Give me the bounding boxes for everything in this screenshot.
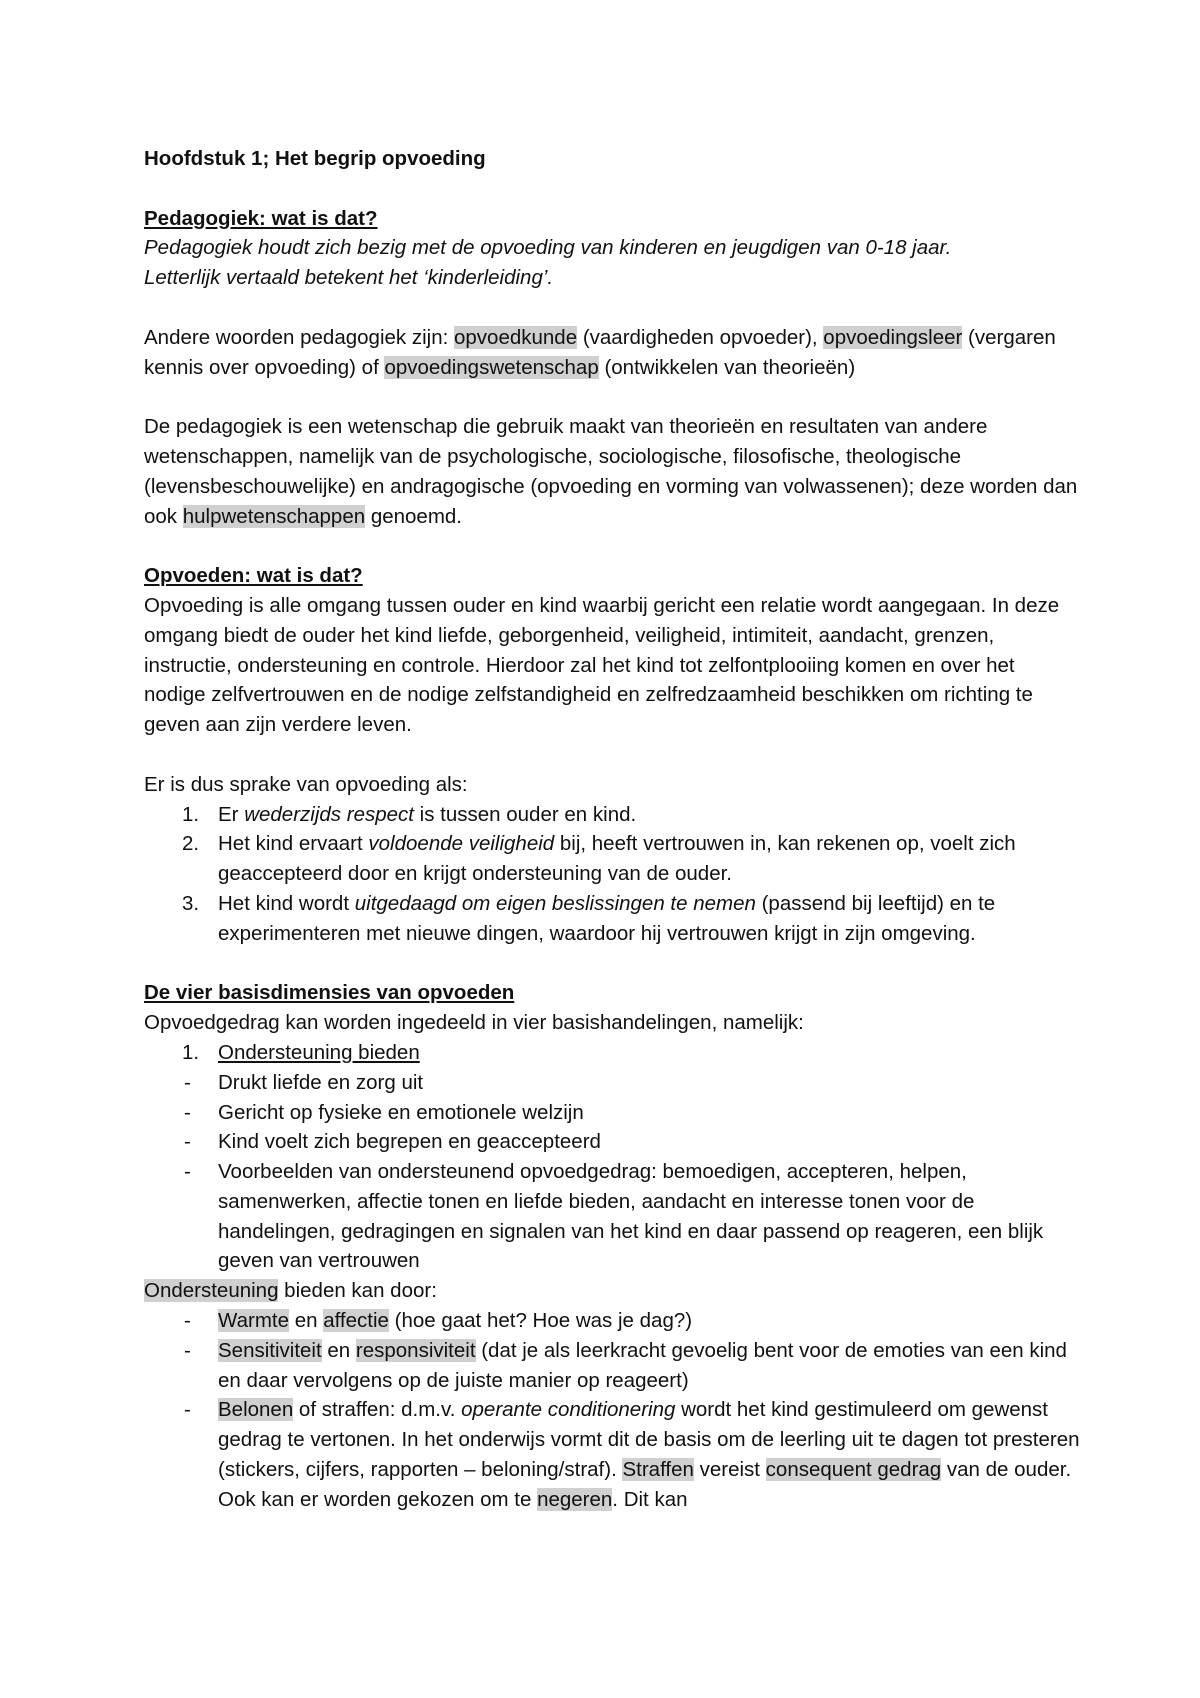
- section-heading-opvoeden: Opvoeden: wat is dat?: [144, 564, 363, 588]
- text: (dat je als leerkracht gevoelig bent voor de emoties van een kind en daar vervolgens op de juiste manier op reageert): [218, 1338, 1067, 1392]
- list-item: [144, 1038, 1080, 1068]
- text: bij, heeft vertrouwen in, kan rekenen op, voelt zich geaccepteerd door en krijgt ondersteuning van de ouder.: [218, 832, 1016, 886]
- list-item: [144, 829, 1080, 889]
- highlight-sensitiviteit: Sensitiviteit: [218, 1338, 322, 1362]
- dash-list-ondersteuning: [144, 1306, 1080, 1515]
- text: (ontwikkelen van theorieën): [598, 355, 856, 379]
- dash-list: [144, 1068, 1080, 1277]
- list-item: [144, 889, 1080, 949]
- highlight-opvoedingsleer: opvoedingsleer: [823, 325, 963, 349]
- paragraph-science: [144, 412, 1080, 531]
- text: is tussen ouder en kind.: [413, 802, 637, 826]
- text: (passend bij leeftijd) en te experimenteren met nieuwe dingen, waardoor hij vertrouwen krijgt in zijn omgeving.: [218, 891, 996, 945]
- dash-bullet: -: [184, 1309, 191, 1333]
- dash-bullet: -: [184, 1100, 191, 1124]
- emphasis: uitgedaagd om eigen beslissingen te nemen: [354, 891, 756, 915]
- text: (vaardigheden opvoeder),: [577, 325, 824, 349]
- subheading-ondersteuning: Ondersteuning bieden: [218, 1040, 420, 1064]
- text: Andere woorden pedagogiek zijn:: [144, 325, 454, 349]
- text: De pedagogiek is een wetenschap die gebruik maakt van theorieën en resultaten van andere wetenschappen, namelijk van de psychologische, sociologische, filosofische, theologische (levensbeschouwelijke) en andragogische (opvoeding en vorming van volwassenen); deze worden dan ook: [144, 415, 1078, 528]
- text: Het kind ervaart: [218, 832, 369, 856]
- text: en: [289, 1309, 324, 1333]
- dash-bullet: -: [184, 1398, 191, 1422]
- highlight-ondersteuning: Ondersteuning: [144, 1279, 279, 1303]
- list-item: [144, 1157, 1080, 1276]
- text: en: [321, 1338, 356, 1362]
- document-body: [144, 144, 1080, 1515]
- emphasis: voldoende veiligheid: [368, 832, 555, 856]
- text: vereist: [693, 1458, 766, 1482]
- emphasis: wederzijds respect: [244, 802, 414, 826]
- text: Drukt liefde en zorg uit: [218, 1070, 424, 1094]
- list-item: [144, 1127, 1080, 1157]
- text: (vergaren kennis over opvoeding) of: [144, 325, 1056, 379]
- text: of straffen: d.m.v.: [293, 1398, 462, 1422]
- highlight-straffen: Straffen: [622, 1458, 694, 1482]
- highlight-belonen: Belonen: [218, 1398, 294, 1422]
- paragraph-opvoeding: Opvoeding is alle omgang tussen ouder en kind waarbij gericht een relatie wordt aangegaan. In deze omgang biedt de ouder het kind liefde, geborgenheid, veiligheid, intimiteit, aandacht, grenzen, instructie, ondersteuning en controle. Hierdoor zal het kind tot zelfontplooiing komen en over het nodige zelfvertrouwen en de nodige zelfstandigheid en zelfredzaamheid beschikken om richting te geven aan zijn verdere leven.: [144, 593, 1060, 737]
- text: van de ouder. Ook kan er worden gekozen om te: [218, 1458, 1072, 1511]
- highlight-affectie: affectie: [323, 1309, 389, 1333]
- list-intro: Er is dus sprake van opvoeding als:: [144, 772, 468, 796]
- text: bieden kan door:: [278, 1279, 437, 1303]
- highlight-responsiviteit: responsiviteit: [355, 1338, 476, 1362]
- list-item: [144, 1098, 1080, 1128]
- numbered-list: [144, 800, 1080, 949]
- list-item: [144, 1306, 1080, 1336]
- paragraph-basishandelingen: Opvoedgedrag kan worden ingedeeld in vier basishandelingen, namelijk:: [144, 1011, 804, 1035]
- text: . Dit kan: [612, 1487, 688, 1511]
- text: Kind voelt zich begrepen en geaccepteerd: [218, 1130, 601, 1154]
- paragraph-ondersteuning-via: [144, 1276, 1080, 1306]
- section-heading-basisdimensies: De vier basisdimensies van opvoeden: [144, 981, 515, 1005]
- highlight-consequent-gedrag: consequent gedrag: [765, 1458, 942, 1482]
- dash-bullet: -: [184, 1160, 191, 1184]
- highlight-opvoedingswetenschap: opvoedingswetenschap: [384, 355, 599, 379]
- emphasis: operante conditionering: [461, 1398, 676, 1422]
- text: Gericht op fysieke en emotionele welzijn: [218, 1100, 584, 1124]
- list-item: [144, 1336, 1080, 1396]
- section-heading-pedagogiek: Pedagogiek: wat is dat?: [144, 206, 378, 230]
- text: Voorbeelden van ondersteunend opvoedgedrag: bemoedigen, accepteren, helpen, samenwerken, affectie tonen en liefde bieden, aandacht en interesse tonen voor de handelingen, gedragingen en signalen van het kind en daar passend op reageren, een blijk geven van vertrouwen: [218, 1160, 1044, 1273]
- highlight-hulpwetenschappen: hulpwetenschappen: [182, 504, 366, 528]
- highlight-warmte: Warmte: [218, 1309, 289, 1333]
- definition-line-1: Pedagogiek houdt zich bezig met de opvoeding van kinderen en jeugdigen van 0-18 jaar.: [144, 236, 952, 260]
- list-number: 1.: [182, 802, 200, 826]
- paragraph-other-words: [144, 323, 1080, 383]
- highlight-negeren: negeren: [537, 1487, 613, 1511]
- list-item: [144, 1068, 1080, 1098]
- highlight-opvoedkunde: opvoedkunde: [454, 325, 578, 349]
- dash-bullet: -: [184, 1338, 191, 1362]
- dash-bullet: -: [184, 1070, 191, 1094]
- definition-line-2: Letterlijk vertaald betekent het ‘kinderleiding’.: [144, 266, 554, 290]
- list-item: [144, 1395, 1080, 1514]
- text: (hoe gaat het? Hoe was je dag?): [388, 1309, 693, 1333]
- chapter-title: Hoofdstuk 1; Het begrip opvoeding: [144, 147, 486, 170]
- text: genoemd.: [365, 504, 462, 528]
- list-number: 1.: [182, 1040, 200, 1064]
- sub-numbered-list: [144, 1038, 1080, 1068]
- text: Er: [218, 802, 245, 826]
- text: wordt het kind gestimuleerd om gewenst gedrag te vertonen. In het onderwijs vormt dit de basis om de leerling uit te dagen tot presteren (stickers, cijfers, rapporten – beloning/straf).: [218, 1398, 1080, 1482]
- list-item: [144, 800, 1080, 830]
- dash-bullet: -: [184, 1130, 191, 1154]
- text: Het kind wordt: [218, 891, 355, 915]
- list-number: 3.: [182, 891, 200, 915]
- list-number: 2.: [182, 832, 200, 856]
